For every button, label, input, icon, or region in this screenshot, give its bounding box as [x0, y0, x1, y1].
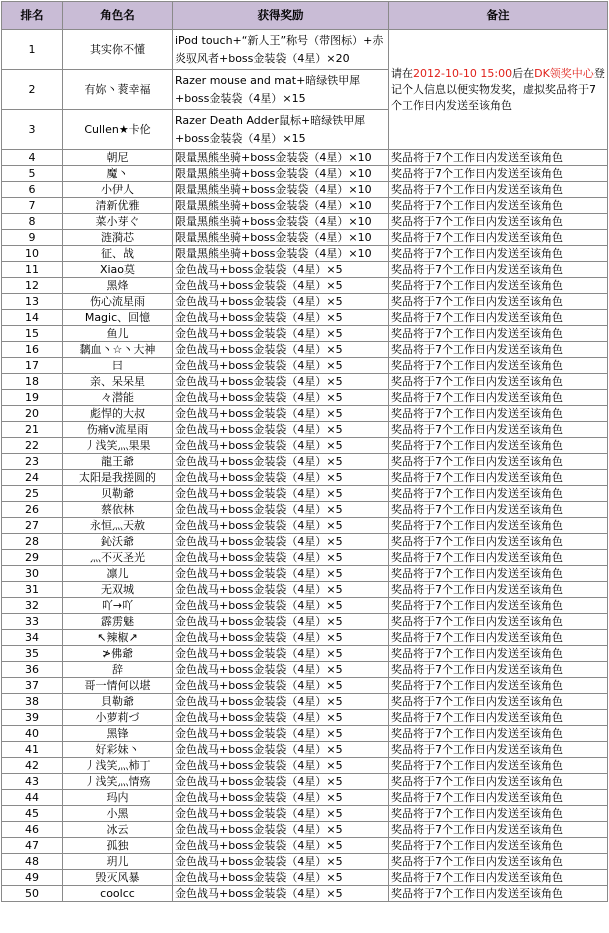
- rank-cell: 2: [2, 70, 63, 110]
- table-row: [2, 406, 608, 422]
- table-row: [2, 166, 608, 182]
- table-row: [2, 422, 608, 438]
- rank-cell: 4: [2, 150, 63, 166]
- note-cell: 奖品将于7个工作日内发送至该角色: [389, 630, 608, 646]
- note-cell: 奖品将于7个工作日内发送至该角色: [389, 486, 608, 502]
- note-cell: 奖品将于7个工作日内发送至该角色: [389, 614, 608, 630]
- name-cell: 玛内: [63, 790, 173, 806]
- reward-cell: 金色战马+boss金装袋（4星）×5: [173, 854, 389, 870]
- reward-cell: 金色战马+boss金装袋（4星）×5: [173, 438, 389, 454]
- note-cell: 奖品将于7个工作日内发送至该角色: [389, 278, 608, 294]
- note-text: 后在: [512, 66, 535, 80]
- note-cell: 奖品将于7个工作日内发送至该角色: [389, 470, 608, 486]
- table-row: [2, 198, 608, 214]
- reward-cell: 金色战马+boss金装袋（4星）×5: [173, 310, 389, 326]
- reward-cell: 限量黑熊坐骑+boss金装袋（4星）×10: [173, 166, 389, 182]
- reward-cell: 金色战马+boss金装袋（4星）×5: [173, 774, 389, 790]
- note-cell: 奖品将于7个工作日内发送至该角色: [389, 566, 608, 582]
- table-row: [2, 278, 608, 294]
- note-cell: 奖品将于7个工作日内发送至该角色: [389, 774, 608, 790]
- note-cell: 奖品将于7个工作日内发送至该角色: [389, 758, 608, 774]
- table-row: [2, 358, 608, 374]
- table-row: [2, 870, 608, 886]
- name-cell: coolcc: [63, 886, 173, 902]
- name-cell: Magic、回憶: [63, 310, 173, 326]
- name-cell: 好彩妹丶: [63, 742, 173, 758]
- rank-cell: 24: [2, 470, 63, 486]
- table-row: [2, 518, 608, 534]
- table-row: [2, 630, 608, 646]
- reward-cell: 金色战马+boss金装袋（4星）×5: [173, 358, 389, 374]
- rank-cell: 33: [2, 614, 63, 630]
- reward-cell: 金色战马+boss金装袋（4星）×5: [173, 710, 389, 726]
- reward-cell: 金色战马+boss金装袋（4星）×5: [173, 406, 389, 422]
- name-cell: 小黑: [63, 806, 173, 822]
- table-row: [2, 150, 608, 166]
- name-cell: 亲、呆呆星: [63, 374, 173, 390]
- note-cell: 奖品将于7个工作日内发送至该角色: [389, 230, 608, 246]
- rank-cell: 47: [2, 838, 63, 854]
- name-cell: 小伊人: [63, 182, 173, 198]
- reward-cell: 限量黑熊坐骑+boss金装袋（4星）×10: [173, 230, 389, 246]
- table-row: [2, 214, 608, 230]
- rank-cell: 40: [2, 726, 63, 742]
- table-row: [2, 726, 608, 742]
- name-cell: 贝勒爺: [63, 486, 173, 502]
- name-cell: 吖→吖: [63, 598, 173, 614]
- table-row: [2, 646, 608, 662]
- table-row: [2, 854, 608, 870]
- reward-cell: 金色战马+boss金装袋（4星）×5: [173, 742, 389, 758]
- note-cell: 奖品将于7个工作日内发送至该角色: [389, 326, 608, 342]
- reward-cell: 金色战马+boss金装袋（4星）×5: [173, 726, 389, 742]
- note-cell: 奖品将于7个工作日内发送至该角色: [389, 358, 608, 374]
- reward-cell: 金色战马+boss金装袋（4星）×5: [173, 278, 389, 294]
- top-note-cell: [389, 30, 608, 150]
- table-row: [2, 694, 608, 710]
- table-row: [2, 678, 608, 694]
- note-text: 请在: [391, 66, 413, 80]
- rank-cell: 35: [2, 646, 63, 662]
- table-row: [2, 470, 608, 486]
- rank-cell: 48: [2, 854, 63, 870]
- table-row: [2, 246, 608, 262]
- reward-cell: 金色战马+boss金装袋（4星）×5: [173, 678, 389, 694]
- table-row: [2, 886, 608, 902]
- table-row: [2, 262, 608, 278]
- rank-cell: 27: [2, 518, 63, 534]
- name-cell: 清新优雅: [63, 198, 173, 214]
- table-row: [2, 230, 608, 246]
- rank-cell: 44: [2, 790, 63, 806]
- note-cell: 奖品将于7个工作日内发送至该角色: [389, 182, 608, 198]
- rank-cell: 49: [2, 870, 63, 886]
- reward-cell: 金色战马+boss金装袋（4星）×5: [173, 758, 389, 774]
- table-row: [2, 454, 608, 470]
- name-cell: 丿浅笑灬果果: [63, 438, 173, 454]
- note-cell: 奖品将于7个工作日内发送至该角色: [389, 262, 608, 278]
- reward-cell: 金色战马+boss金装袋（4星）×5: [173, 886, 389, 902]
- reward-cell: 金色战马+boss金装袋（4星）×5: [173, 630, 389, 646]
- name-cell: 魔丶: [63, 166, 173, 182]
- name-cell: 丿浅笑灬情殇: [63, 774, 173, 790]
- note-cell: 奖品将于7个工作日内发送至该角色: [389, 166, 608, 182]
- reward-cell: 金色战马+boss金装袋（4星）×5: [173, 390, 389, 406]
- rank-cell: 12: [2, 278, 63, 294]
- table-row: [2, 374, 608, 390]
- name-cell: 玥儿: [63, 854, 173, 870]
- name-cell: ≯佛爺: [63, 646, 173, 662]
- rank-cell: 5: [2, 166, 63, 182]
- note-cell: 奖品将于7个工作日内发送至该角色: [389, 374, 608, 390]
- note-cell: 奖品将于7个工作日内发送至该角色: [389, 662, 608, 678]
- rank-cell: 38: [2, 694, 63, 710]
- table-row: [2, 710, 608, 726]
- rank-cell: 28: [2, 534, 63, 550]
- table-row: [2, 326, 608, 342]
- note-cell: 奖品将于7个工作日内发送至该角色: [389, 406, 608, 422]
- rank-cell: 19: [2, 390, 63, 406]
- name-cell: 菜小芽ぐ: [63, 214, 173, 230]
- reward-cell: 限量黑熊坐骑+boss金装袋（4星）×10: [173, 182, 389, 198]
- table-row: [2, 582, 608, 598]
- note-cell: 奖品将于7个工作日内发送至该角色: [389, 438, 608, 454]
- name-cell: 蔡依林: [63, 502, 173, 518]
- note-cell: 奖品将于7个工作日内发送至该角色: [389, 390, 608, 406]
- note-cell: 奖品将于7个工作日内发送至该角色: [389, 822, 608, 838]
- reward-cell: 金色战马+boss金装袋（4星）×5: [173, 614, 389, 630]
- rank-cell: 14: [2, 310, 63, 326]
- name-cell: 哥一情何以堪: [63, 678, 173, 694]
- table-row: [2, 182, 608, 198]
- rank-cell: 34: [2, 630, 63, 646]
- name-cell: 征、战: [63, 246, 173, 262]
- rank-cell: 10: [2, 246, 63, 262]
- rank-cell: 32: [2, 598, 63, 614]
- name-cell: 黐血丶☆丶大神: [63, 342, 173, 358]
- note-cell: 奖品将于7个工作日内发送至该角色: [389, 694, 608, 710]
- rank-cell: 18: [2, 374, 63, 390]
- reward-cell: 金色战马+boss金装袋（4星）×5: [173, 822, 389, 838]
- reward-cell: 限量黑熊坐骑+boss金装袋（4星）×10: [173, 214, 389, 230]
- reward-cell: 金色战马+boss金装袋（4星）×5: [173, 342, 389, 358]
- table-row: [2, 294, 608, 310]
- note-cell: 奖品将于7个工作日内发送至该角色: [389, 886, 608, 902]
- name-cell: 伤痛v流星雨: [63, 422, 173, 438]
- note-cell: 奖品将于7个工作日内发送至该角色: [389, 838, 608, 854]
- note-cell: 奖品将于7个工作日内发送至该角色: [389, 806, 608, 822]
- rank-cell: 22: [2, 438, 63, 454]
- header-rank: 排名: [2, 2, 63, 30]
- table-row: [2, 566, 608, 582]
- note-cell: 奖品将于7个工作日内发送至该角色: [389, 502, 608, 518]
- note-cell: 奖品将于7个工作日内发送至该角色: [389, 310, 608, 326]
- rank-cell: 23: [2, 454, 63, 470]
- note-cell: 奖品将于7个工作日内发送至该角色: [389, 598, 608, 614]
- reward-cell: Razer Death Adder鼠标+暗绿铁甲犀+boss金装袋（4星）×15: [173, 110, 389, 150]
- rank-cell: 25: [2, 486, 63, 502]
- table-row: [2, 534, 608, 550]
- note-cell: 奖品将于7个工作日内发送至该角色: [389, 582, 608, 598]
- name-cell: 有妳丶蓘幸福: [63, 70, 173, 110]
- note-cell: 奖品将于7个工作日内发送至该角色: [389, 550, 608, 566]
- table-row: [2, 310, 608, 326]
- header-reward: 获得奖励: [173, 2, 389, 30]
- note-cell: 奖品将于7个工作日内发送至该角色: [389, 854, 608, 870]
- reward-cell: 金色战马+boss金装袋（4星）×5: [173, 374, 389, 390]
- reward-cell: 金色战马+boss金装袋（4星）×5: [173, 598, 389, 614]
- rank-cell: 9: [2, 230, 63, 246]
- note-cell: 奖品将于7个工作日内发送至该角色: [389, 790, 608, 806]
- ranking-table: [1, 1, 608, 902]
- reward-cell: 金色战马+boss金装袋（4星）×5: [173, 294, 389, 310]
- rank-cell: 6: [2, 182, 63, 198]
- note-cell: 奖品将于7个工作日内发送至该角色: [389, 454, 608, 470]
- note-cell: 奖品将于7个工作日内发送至该角色: [389, 534, 608, 550]
- rank-cell: 1: [2, 30, 63, 70]
- table-row: [2, 742, 608, 758]
- name-cell: 无双城: [63, 582, 173, 598]
- note-cell: 奖品将于7个工作日内发送至该角色: [389, 342, 608, 358]
- name-cell: 其实你不懂: [63, 30, 173, 70]
- table-row: [2, 838, 608, 854]
- table-header-row: [2, 2, 608, 30]
- header-note: 备注: [389, 2, 608, 30]
- reward-cell: 限量黑熊坐骑+boss金装袋（4星）×10: [173, 198, 389, 214]
- reward-cell: 金色战马+boss金装袋（4星）×5: [173, 534, 389, 550]
- rank-cell: 43: [2, 774, 63, 790]
- rank-cell: 42: [2, 758, 63, 774]
- rank-cell: 29: [2, 550, 63, 566]
- name-cell: Cullen★卡伦: [63, 110, 173, 150]
- table-row: [2, 502, 608, 518]
- name-cell: ↖辣椒↗: [63, 630, 173, 646]
- reward-cell: 金色战马+boss金装袋（4星）×5: [173, 326, 389, 342]
- rank-cell: 7: [2, 198, 63, 214]
- table-row: [2, 662, 608, 678]
- name-cell: 霹雳魅: [63, 614, 173, 630]
- reward-cell: iPod touch+“新人王”称号（带图标）+赤炎驭风者+boss金装袋（4星）×20: [173, 30, 389, 70]
- reward-cell: 金色战马+boss金装袋（4星）×5: [173, 790, 389, 806]
- reward-cell: 金色战马+boss金装袋（4星）×5: [173, 870, 389, 886]
- note-cell: 奖品将于7个工作日内发送至该角色: [389, 150, 608, 166]
- note-link-dk-center[interactable]: DK领奖中心: [534, 66, 594, 80]
- rank-cell: 17: [2, 358, 63, 374]
- reward-cell: 限量黑熊坐骑+boss金装袋（4星）×10: [173, 246, 389, 262]
- rank-cell: 8: [2, 214, 63, 230]
- note-cell: 奖品将于7个工作日内发送至该角色: [389, 294, 608, 310]
- reward-cell: 金色战马+boss金装袋（4星）×5: [173, 486, 389, 502]
- note-cell: 奖品将于7个工作日内发送至该角色: [389, 726, 608, 742]
- note-cell: 奖品将于7个工作日内发送至该角色: [389, 646, 608, 662]
- reward-cell: 金色战马+boss金装袋（4星）×5: [173, 662, 389, 678]
- reward-cell: 金色战马+boss金装袋（4星）×5: [173, 550, 389, 566]
- reward-cell: 限量黑熊坐骑+boss金装袋（4星）×10: [173, 150, 389, 166]
- note-cell: 奖品将于7个工作日内发送至该角色: [389, 742, 608, 758]
- name-cell: 曰: [63, 358, 173, 374]
- name-cell: 彪悍的大叔: [63, 406, 173, 422]
- name-cell: 涟漪芯: [63, 230, 173, 246]
- header-name: 角色名: [63, 2, 173, 30]
- table-row: [2, 774, 608, 790]
- rank-cell: 3: [2, 110, 63, 150]
- name-cell: 朝尼: [63, 150, 173, 166]
- rank-cell: 36: [2, 662, 63, 678]
- table-row: [2, 342, 608, 358]
- name-cell: 冰云: [63, 822, 173, 838]
- name-cell: 々潜能: [63, 390, 173, 406]
- note-cell: 奖品将于7个工作日内发送至该角色: [389, 198, 608, 214]
- rank-cell: 11: [2, 262, 63, 278]
- rank-cell: 31: [2, 582, 63, 598]
- note-cell: 奖品将于7个工作日内发送至该角色: [389, 678, 608, 694]
- rank-cell: 26: [2, 502, 63, 518]
- rank-cell: 50: [2, 886, 63, 902]
- name-cell: 鱼儿: [63, 326, 173, 342]
- reward-cell: 金色战马+boss金装袋（4星）×5: [173, 518, 389, 534]
- name-cell: 永恒灬天赦: [63, 518, 173, 534]
- name-cell: 黑烽: [63, 278, 173, 294]
- table-row: [2, 758, 608, 774]
- reward-cell: Razer mouse and mat+暗绿铁甲犀+boss金装袋（4星）×15: [173, 70, 389, 110]
- note-cell: 奖品将于7个工作日内发送至该角色: [389, 246, 608, 262]
- table-row: [2, 598, 608, 614]
- reward-cell: 金色战马+boss金装袋（4星）×5: [173, 694, 389, 710]
- rank-cell: 41: [2, 742, 63, 758]
- table-row: [2, 614, 608, 630]
- name-cell: 貝勒爺: [63, 694, 173, 710]
- rank-cell: 39: [2, 710, 63, 726]
- note-cell: 奖品将于7个工作日内发送至该角色: [389, 710, 608, 726]
- name-cell: 辞: [63, 662, 173, 678]
- rank-cell: 37: [2, 678, 63, 694]
- rank-cell: 15: [2, 326, 63, 342]
- name-cell: 小萝莉づ: [63, 710, 173, 726]
- note-text: 登记个人信息以便实物发奖，虚拟奖品将于7个工作日内发送至该角色: [391, 66, 605, 112]
- reward-cell: 金色战马+boss金装袋（4星）×5: [173, 454, 389, 470]
- name-cell: 孤独: [63, 838, 173, 854]
- name-cell: 丿浅笑灬柿丁: [63, 758, 173, 774]
- rank-cell: 30: [2, 566, 63, 582]
- reward-cell: 金色战马+boss金装袋（4星）×5: [173, 646, 389, 662]
- name-cell: Xiao莫: [63, 262, 173, 278]
- note-cell: 奖品将于7个工作日内发送至该角色: [389, 518, 608, 534]
- table-row: [2, 550, 608, 566]
- table-row: [2, 822, 608, 838]
- note-cell: 奖品将于7个工作日内发送至该角色: [389, 870, 608, 886]
- table-row: [2, 790, 608, 806]
- reward-cell: 金色战马+boss金装袋（4星）×5: [173, 838, 389, 854]
- note-date: 2012-10-10 15:00: [413, 66, 513, 80]
- rank-cell: 16: [2, 342, 63, 358]
- reward-cell: 金色战马+boss金装袋（4星）×5: [173, 502, 389, 518]
- rank-cell: 13: [2, 294, 63, 310]
- reward-cell: 金色战马+boss金装袋（4星）×5: [173, 566, 389, 582]
- table-row: [2, 806, 608, 822]
- name-cell: 黑锋: [63, 726, 173, 742]
- table-row: [2, 438, 608, 454]
- table-row: [2, 390, 608, 406]
- note-cell: 奖品将于7个工作日内发送至该角色: [389, 422, 608, 438]
- name-cell: 毁灭风暴: [63, 870, 173, 886]
- name-cell: 灬不灭圣光: [63, 550, 173, 566]
- reward-cell: 金色战马+boss金装袋（4星）×5: [173, 806, 389, 822]
- table-row: [2, 486, 608, 502]
- reward-cell: 金色战马+boss金装袋（4星）×5: [173, 470, 389, 486]
- reward-cell: 金色战马+boss金装袋（4星）×5: [173, 262, 389, 278]
- name-cell: 鈊沃爺: [63, 534, 173, 550]
- reward-cell: 金色战马+boss金装袋（4星）×5: [173, 582, 389, 598]
- name-cell: 凛儿: [63, 566, 173, 582]
- table-row: [2, 30, 608, 70]
- rank-cell: 45: [2, 806, 63, 822]
- name-cell: 龍王爺: [63, 454, 173, 470]
- name-cell: 太阳是我搓圆的: [63, 470, 173, 486]
- rank-cell: 20: [2, 406, 63, 422]
- note-cell: 奖品将于7个工作日内发送至该角色: [389, 214, 608, 230]
- rank-cell: 46: [2, 822, 63, 838]
- rank-cell: 21: [2, 422, 63, 438]
- reward-cell: 金色战马+boss金装袋（4星）×5: [173, 422, 389, 438]
- name-cell: 伤心流星雨: [63, 294, 173, 310]
